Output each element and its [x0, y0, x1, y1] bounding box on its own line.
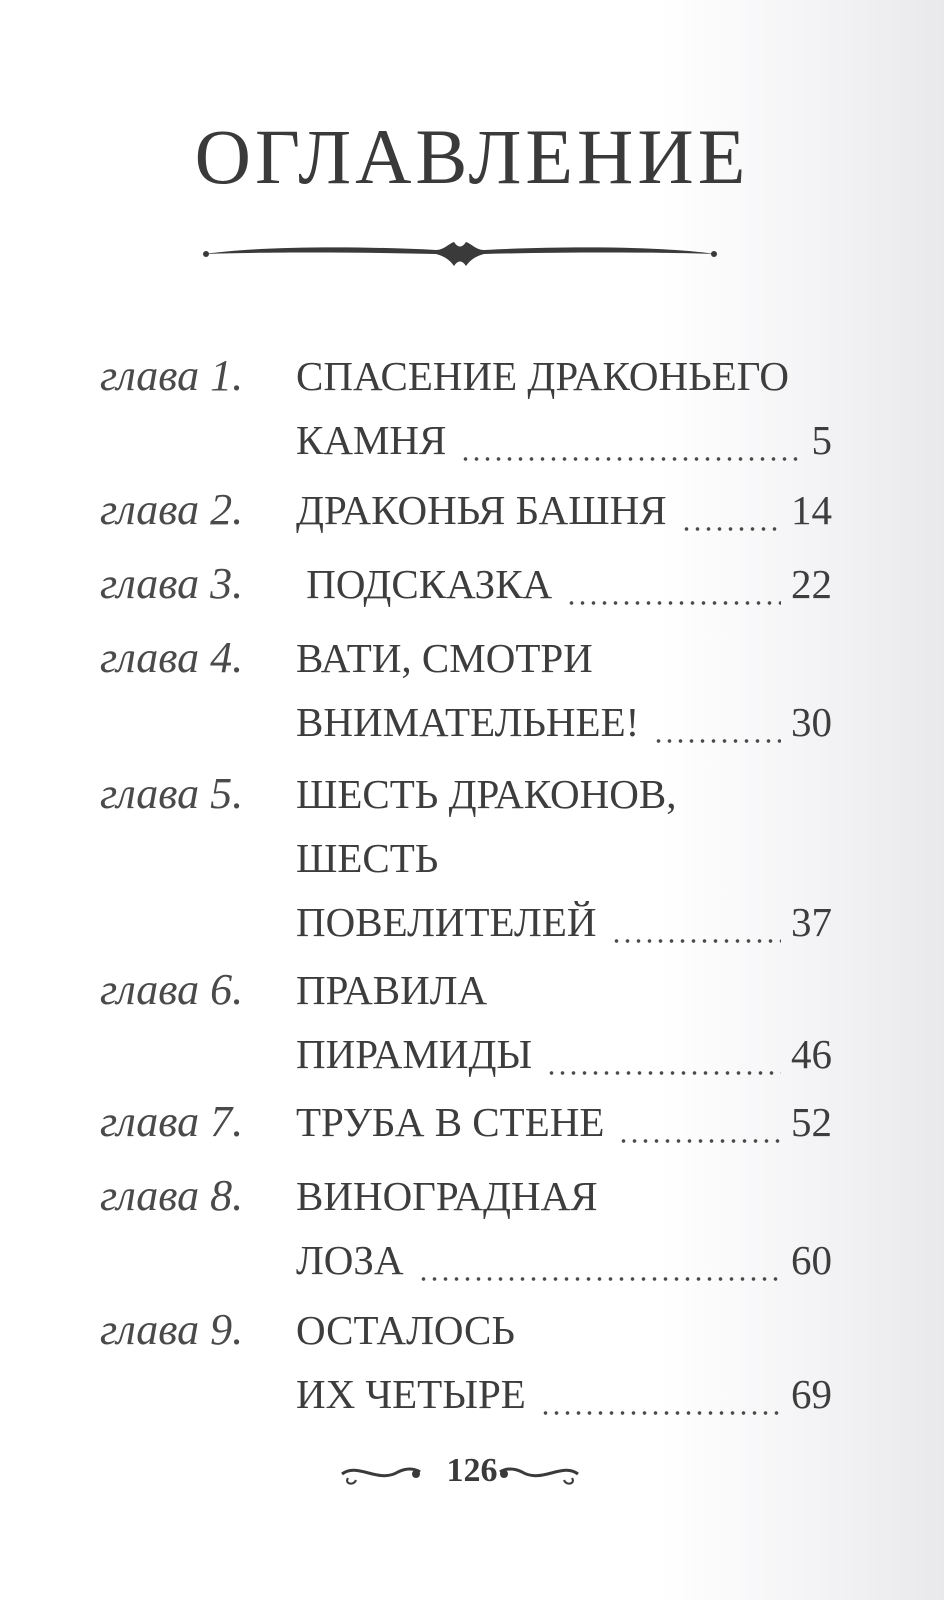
chapter-label: глава 7. [100, 1097, 244, 1146]
chapter-title-line [296, 626, 832, 690]
chapter-title-line [296, 1228, 832, 1292]
dot-leader [546, 1022, 781, 1086]
chapter-title-text: ОСТАЛОСЬ [296, 1307, 515, 1353]
chapter-title-line [296, 958, 832, 1022]
chapter-label: глава 2. [100, 485, 244, 534]
chapter-page-number: 60 [791, 1237, 832, 1283]
chapter-title-text: ТРУБА В СТЕНЕ [296, 1099, 605, 1145]
chapter-page-number: 5 [811, 417, 832, 463]
chapter-page-number: 14 [791, 487, 832, 533]
dot-leader [460, 408, 801, 472]
chapter-page-number: 22 [791, 561, 832, 607]
dot-leader [611, 890, 782, 954]
chapter-title-text: ВАТИ, СМОТРИ [296, 635, 593, 681]
chapter-title-line [296, 408, 832, 472]
dot-leader [418, 1228, 781, 1292]
chapter-title-line [296, 1090, 832, 1154]
chapter-title-line [296, 690, 832, 754]
dot-leader [540, 1362, 781, 1426]
chapter-title-line [296, 890, 832, 954]
chapter-label: глава 6. [100, 965, 244, 1014]
chapter-title-text: ПОДСКАЗКА [296, 561, 553, 607]
dot-leader [681, 478, 781, 542]
chapter-title-text: ПИРАМИДЫ [296, 1031, 533, 1077]
chapter-title-text: ЛОЗА [296, 1237, 404, 1283]
chapter-title-line [296, 826, 832, 890]
chapter-title-line [296, 762, 832, 826]
chapter-page-number: 46 [791, 1031, 832, 1077]
page-footer [0, 1446, 944, 1502]
chapter-title-line [296, 1164, 832, 1228]
dot-leader [566, 552, 781, 616]
page-number: 126 [446, 1452, 498, 1489]
chapter-title-line [296, 1022, 832, 1086]
chapter-label: глава 9. [100, 1305, 244, 1354]
chapter-title-line [296, 344, 832, 408]
swirl-icon [496, 1458, 582, 1488]
chapter-title-text: СПАСЕНИЕ ДРАКОНЬЕГО [296, 353, 789, 399]
chapter-title-text: ШЕСТЬ ДРАКОНОВ, [296, 771, 677, 817]
chapter-page-number: 37 [791, 899, 832, 945]
chapter-label: глава 3. [100, 559, 244, 608]
chapter-title-text: ВНИМАТЕЛЬНЕЕ! [296, 699, 640, 745]
chapter-title-line [296, 478, 832, 542]
chapter-label: глава 1. [100, 351, 244, 400]
page-title: ОГЛАВЛЕНИЕ [194, 113, 750, 200]
chapter-title-text: ИХ ЧЕТЫРЕ [296, 1371, 526, 1417]
chapter-title-text: ШЕСТЬ [296, 835, 439, 881]
chapter-title-text: ПОВЕЛИТЕЛЕЙ [296, 899, 597, 945]
chapter-label: глава 4. [100, 633, 244, 682]
dot-leader [618, 1090, 781, 1154]
chapter-title-text: КАМНЯ [296, 417, 447, 463]
chapter-title-text: ВИНОГРАДНАЯ [296, 1173, 598, 1219]
chapter-page-number: 52 [791, 1099, 832, 1145]
dot-leader [653, 690, 781, 754]
chapter-page-number: 30 [791, 699, 832, 745]
flourish-divider-icon [200, 232, 720, 272]
chapter-page-number: 69 [791, 1371, 832, 1417]
chapter-title-text: ДРАКОНЬЯ БАШНЯ [296, 487, 667, 533]
chapter-title-line [296, 1362, 832, 1426]
chapter-title-line [296, 552, 832, 616]
chapter-label: глава 8. [100, 1171, 244, 1220]
chapter-label: глава 5. [100, 769, 244, 818]
chapter-title-text: ПРАВИЛА [296, 967, 488, 1013]
chapter-title-line [296, 1298, 832, 1362]
